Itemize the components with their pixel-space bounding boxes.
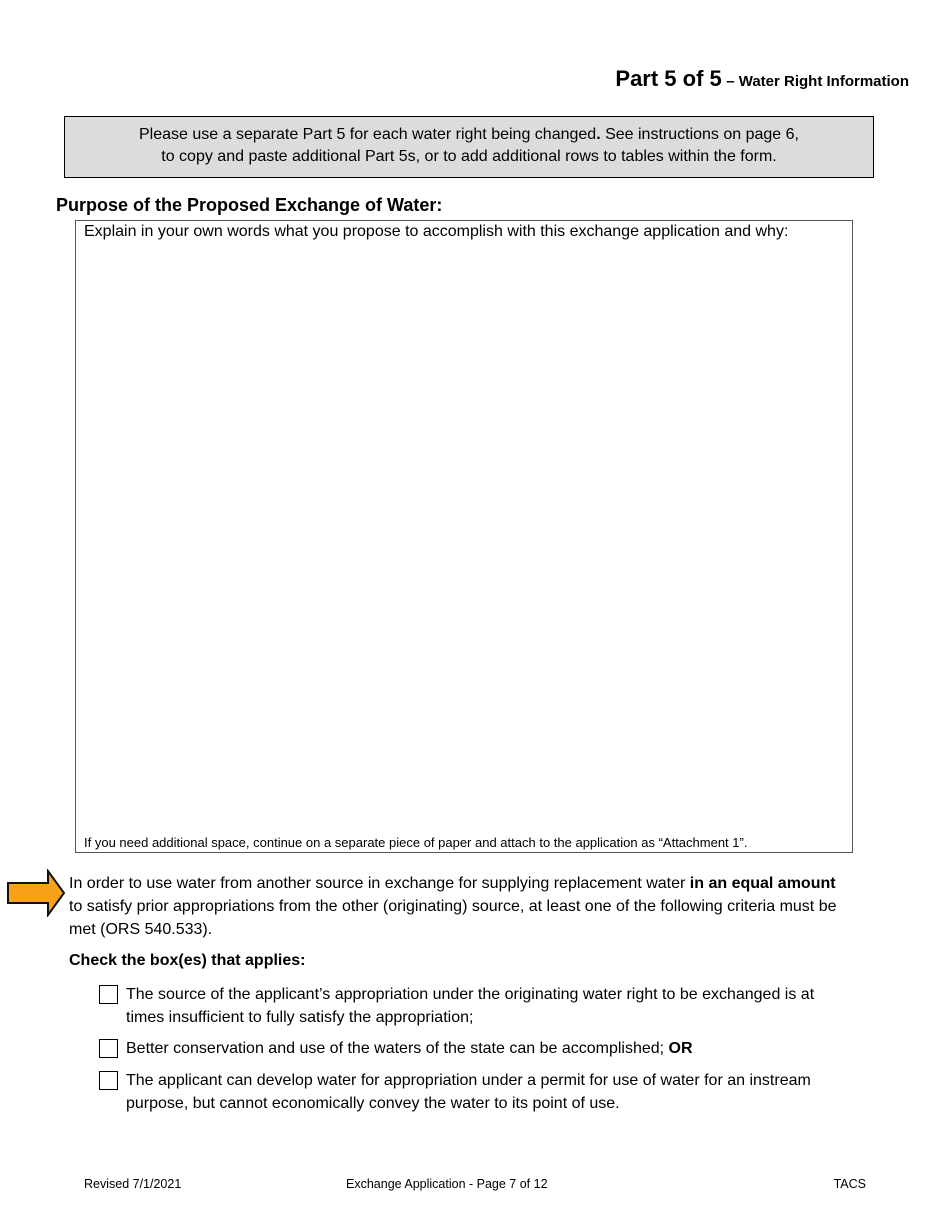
criteria-intro-bold: in an equal amount <box>689 875 836 892</box>
criterion-1-checkbox[interactable] <box>99 985 118 1004</box>
criteria-intro-a: In order to use water from another source in exchange for supplying replacement water <box>69 875 690 892</box>
check-heading: Check the box(es) that applies: <box>69 952 306 969</box>
arrow-shape <box>8 871 64 915</box>
part-header <box>615 66 909 92</box>
criterion-3-label <box>126 1069 816 1115</box>
criterion-2-suffix: OR <box>668 1040 693 1057</box>
additional-space-note: If you need additional space, continue on a separate piece of paper and attach to the application as “Attachment 1”. <box>84 835 748 850</box>
part-subtitle: – Water Right Information <box>726 73 909 90</box>
criteria-intro <box>69 872 849 941</box>
criterion-3-checkbox[interactable] <box>99 1071 118 1090</box>
instructions-notice <box>64 116 874 178</box>
criterion-3-text: The applicant can develop water for appropriation under a permit for use of water for an instream purpose, but cannot economically convey the water to its point of use. <box>126 1072 811 1112</box>
notice-line-2: to copy and paste additional Part 5s, or to add additional rows to tables within the form. <box>161 148 777 165</box>
criterion-1-label <box>126 983 816 1029</box>
notice-line-1 <box>65 124 873 146</box>
criterion-2-label <box>126 1037 816 1060</box>
purpose-prompt: Explain in your own words what you propose to accomplish with this exchange application and why: <box>84 223 789 240</box>
part-label: Part 5 of 5 <box>615 66 722 91</box>
footer-revised: Revised 7/1/2021 <box>84 1177 182 1191</box>
criterion-2-text: Better conservation and use of the waters of the state can be accomplished; <box>126 1040 669 1057</box>
criterion-1-text: The source of the applicant’s appropriation under the originating water right to be exchanged is at times insufficient to fully satisfy the appropriation; <box>126 986 815 1026</box>
notice-line-1-dot: . <box>596 126 601 143</box>
criteria-intro-b: to satisfy prior appropriations from the other (originating) source, at least one of the following criteria must be met (ORS 540.533). <box>69 898 837 938</box>
purpose-heading: Purpose of the Proposed Exchange of Water: <box>56 195 443 215</box>
purpose-box <box>75 220 853 853</box>
orange-arrow-icon <box>6 869 66 917</box>
footer-page-info: Exchange Application - Page 7 of 12 <box>346 1177 548 1191</box>
notice-line-1b: See instructions on page 6, <box>600 126 799 143</box>
criterion-2-checkbox[interactable] <box>99 1039 118 1058</box>
notice-line-1a: Please use a separate Part 5 for each water right being changed <box>139 126 597 143</box>
purpose-explanation-field[interactable] <box>80 249 848 830</box>
footer-code: TACS <box>833 1177 866 1191</box>
